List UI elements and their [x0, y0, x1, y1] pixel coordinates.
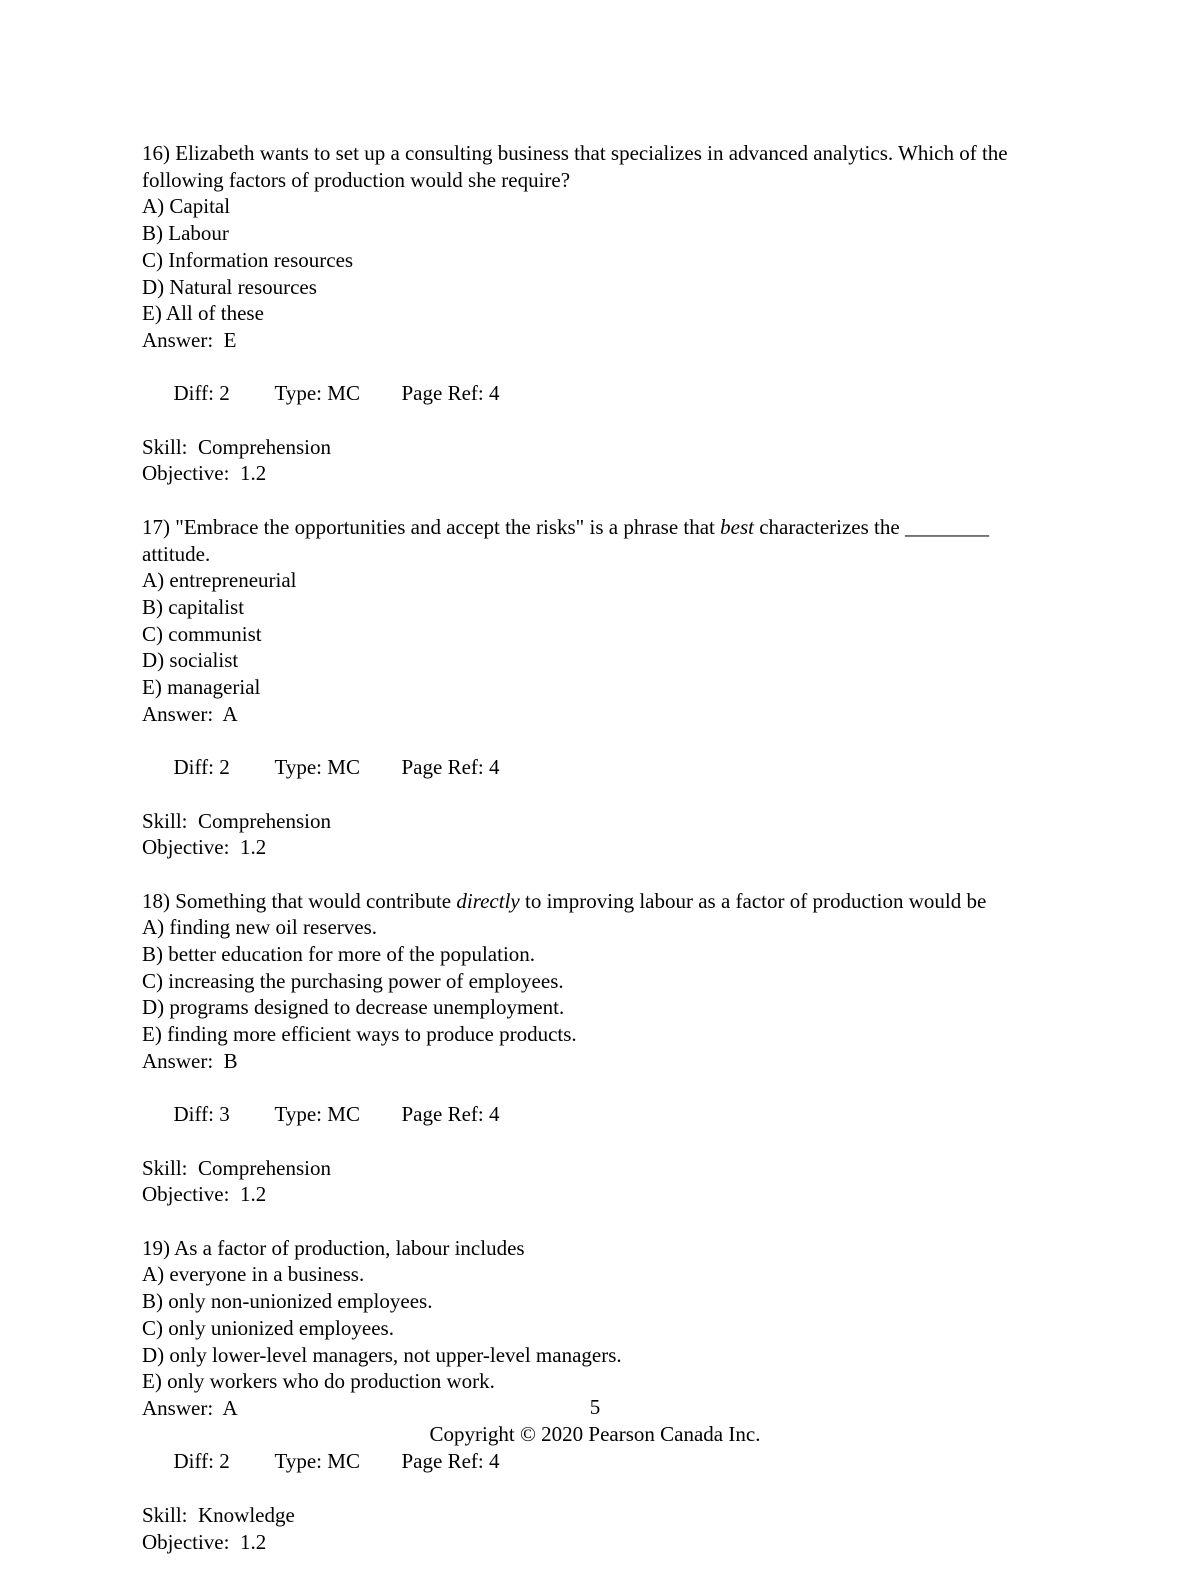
- copyright-notice: Copyright © 2020 Pearson Canada Inc.: [429, 1421, 761, 1446]
- answer-option-e: E) finding more efficient ways to produce products.: [142, 1022, 577, 1047]
- answer-option-e: E) only workers who do production work.: [142, 1369, 495, 1394]
- answer-option-d: D) programs designed to decrease unemployment.: [142, 995, 565, 1020]
- answer-option-b: B) capitalist: [142, 594, 245, 619]
- skill-line: Skill: Knowledge: [142, 1502, 295, 1527]
- answer-line: Answer: E: [142, 327, 237, 352]
- answer-option-b: B) only non-unionized employees.: [142, 1289, 433, 1314]
- objective-line: Objective: 1.2: [142, 1182, 267, 1207]
- answer-option-e: E) All of these: [142, 301, 264, 326]
- page-ref-label: Page Ref: 4: [401, 755, 500, 780]
- type-label: Type: MC: [274, 755, 360, 780]
- difficulty-label: Diff: 2: [173, 1449, 230, 1474]
- question-16: [142, 140, 1052, 487]
- answer-option-e: E) managerial: [142, 675, 261, 700]
- answer-option-a: A) Capital: [142, 194, 231, 219]
- page-number: 5: [589, 1395, 601, 1419]
- objective-line: Objective: 1.2: [142, 835, 267, 860]
- answer-option-a: A) finding new oil reserves.: [142, 915, 378, 940]
- answer-option-c: C) communist: [142, 621, 262, 646]
- type-label: Type: MC: [274, 381, 360, 406]
- objective-line: Objective: 1.2: [142, 1529, 267, 1554]
- skill-line: Skill: Comprehension: [142, 434, 331, 459]
- difficulty-label: Diff: 2: [173, 755, 230, 780]
- page-ref-label: Page Ref: 4: [401, 1449, 500, 1474]
- question-stem: 18) Something that would contribute directly to improving labour as a factor of production would be: [142, 888, 987, 913]
- answer-line: Answer: B: [142, 1048, 238, 1073]
- answer-option-d: D) Natural resources: [142, 274, 317, 299]
- page-ref-label: Page Ref: 4: [401, 1102, 500, 1127]
- question-stem: 19) As a factor of production, labour includes: [142, 1235, 525, 1260]
- question-stem: 16) Elizabeth wants to set up a consulting business that specializes in advanced analytics. Which of the following factors of production would she require?: [142, 141, 1013, 192]
- answer-option-a: A) entrepreneurial: [142, 568, 297, 593]
- answer-option-c: C) only unionized employees.: [142, 1315, 394, 1340]
- type-label: Type: MC: [274, 1102, 360, 1127]
- difficulty-label: Diff: 3: [173, 1102, 230, 1127]
- meta-line: [142, 1075, 1052, 1155]
- meta-line: [142, 354, 1052, 434]
- page-ref-label: Page Ref: 4: [401, 381, 500, 406]
- skill-line: Skill: Comprehension: [142, 1155, 331, 1180]
- type-label: Type: MC: [274, 1449, 360, 1474]
- question-17: [142, 514, 1052, 861]
- page-footer: [0, 1394, 1190, 1447]
- answer-option-a: A) everyone in a business.: [142, 1262, 365, 1287]
- answer-option-b: B) Labour: [142, 221, 229, 246]
- difficulty-label: Diff: 2: [173, 381, 230, 406]
- objective-line: Objective: 1.2: [142, 461, 267, 486]
- skill-line: Skill: Comprehension: [142, 808, 331, 833]
- answer-option-c: C) Information resources: [142, 247, 354, 272]
- answer-option-b: B) better education for more of the population.: [142, 942, 536, 967]
- meta-line: [142, 727, 1052, 807]
- answer-option-d: D) only lower-level managers, not upper-level managers.: [142, 1342, 622, 1367]
- answer-line: Answer: A: [142, 701, 238, 726]
- question-18: [142, 888, 1052, 1208]
- answer-option-d: D) socialist: [142, 648, 239, 673]
- question-stem: 17) "Embrace the opportunities and accept the risks" is a phrase that best characterizes the ________ attitude.: [142, 514, 995, 566]
- answer-option-c: C) increasing the purchasing power of employees.: [142, 968, 564, 993]
- answer-line: Answer: A: [142, 1396, 238, 1420]
- document-body: [142, 140, 1052, 1582]
